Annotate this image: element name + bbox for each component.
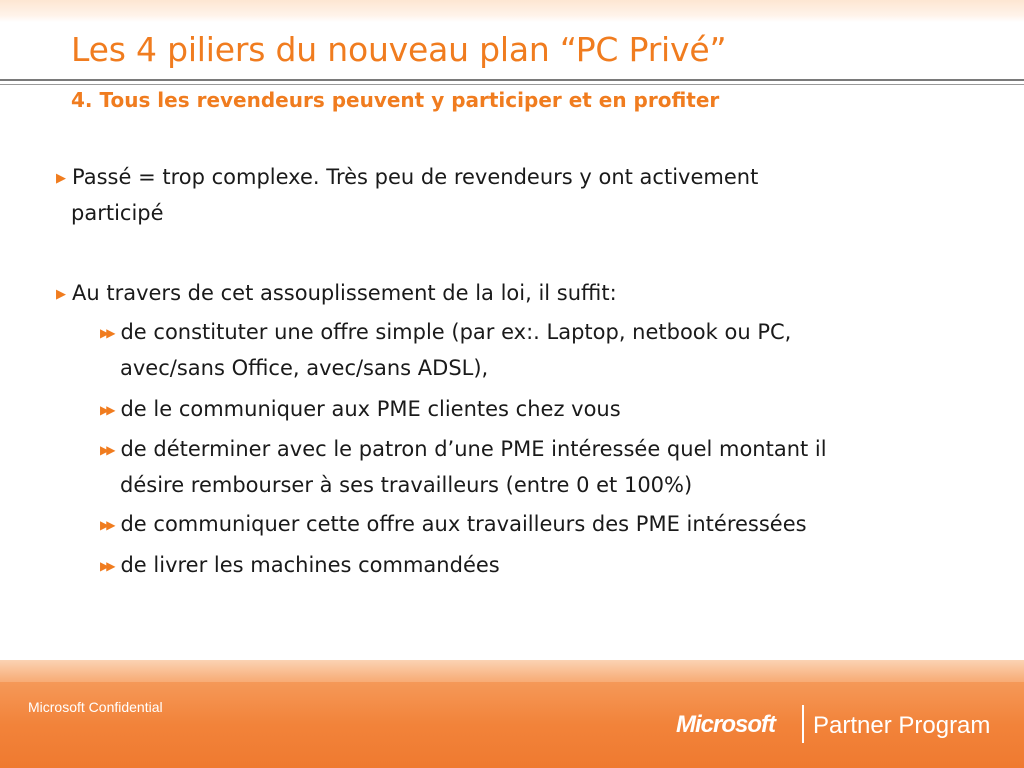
slide-subtitle: 4. Tous les revendeurs peuvent y participer et en profiter: [71, 88, 720, 112]
bullet-arrow-icon: ▶: [56, 287, 66, 302]
double-arrow-icon: ▶▶: [100, 518, 113, 532]
bullet-text-continued: participé: [71, 201, 164, 225]
sub-bullet-item: [100, 315, 990, 386]
bullet-arrow-icon: ▶: [56, 171, 66, 186]
sub-bullet-item: [100, 432, 1000, 503]
double-arrow-icon: ▶▶: [100, 559, 113, 573]
microsoft-logo: Microsoft: [676, 711, 775, 738]
double-arrow-icon: ▶▶: [100, 326, 113, 340]
logo-divider: [802, 705, 804, 743]
slide-title: Les 4 piliers du nouveau plan “PC Privé”: [71, 30, 727, 69]
partner-program-label: Partner Program: [813, 712, 991, 739]
sub-bullet-text: de constituter une offre simple (par ex:. Laptop, netbook ou PC,: [120, 320, 792, 344]
sub-bullet-text: de déterminer avec le patron d’une PME intéressée quel montant il: [120, 437, 827, 461]
bullet-item: [56, 276, 956, 312]
footer-highlight-band: [0, 660, 1024, 682]
sub-bullet-item: [100, 548, 990, 584]
double-arrow-icon: ▶▶: [100, 403, 113, 417]
sub-bullet-text: de livrer les machines commandées: [120, 553, 500, 577]
sub-bullet-item: [100, 392, 990, 428]
bullet-text: Au travers de cet assouplissement de la loi, il suffit:: [72, 281, 617, 305]
sub-bullet-text-continued: avec/sans Office, avec/sans ADSL),: [120, 356, 489, 380]
sub-bullet-text: de le communiquer aux PME clientes chez vous: [120, 397, 621, 421]
bullet-text: Passé = trop complexe. Très peu de revendeurs y ont activement: [72, 165, 759, 189]
bullet-item: [56, 160, 956, 231]
double-arrow-icon: ▶▶: [100, 443, 113, 457]
sub-bullet-text: de communiquer cette offre aux travailleurs des PME intéressées: [120, 512, 807, 536]
sub-bullet-item: [100, 507, 990, 543]
sub-bullet-text-continued: désire rembourser à ses travailleurs (entre 0 et 100%): [120, 473, 693, 497]
confidential-label: Microsoft Confidential: [28, 699, 163, 715]
